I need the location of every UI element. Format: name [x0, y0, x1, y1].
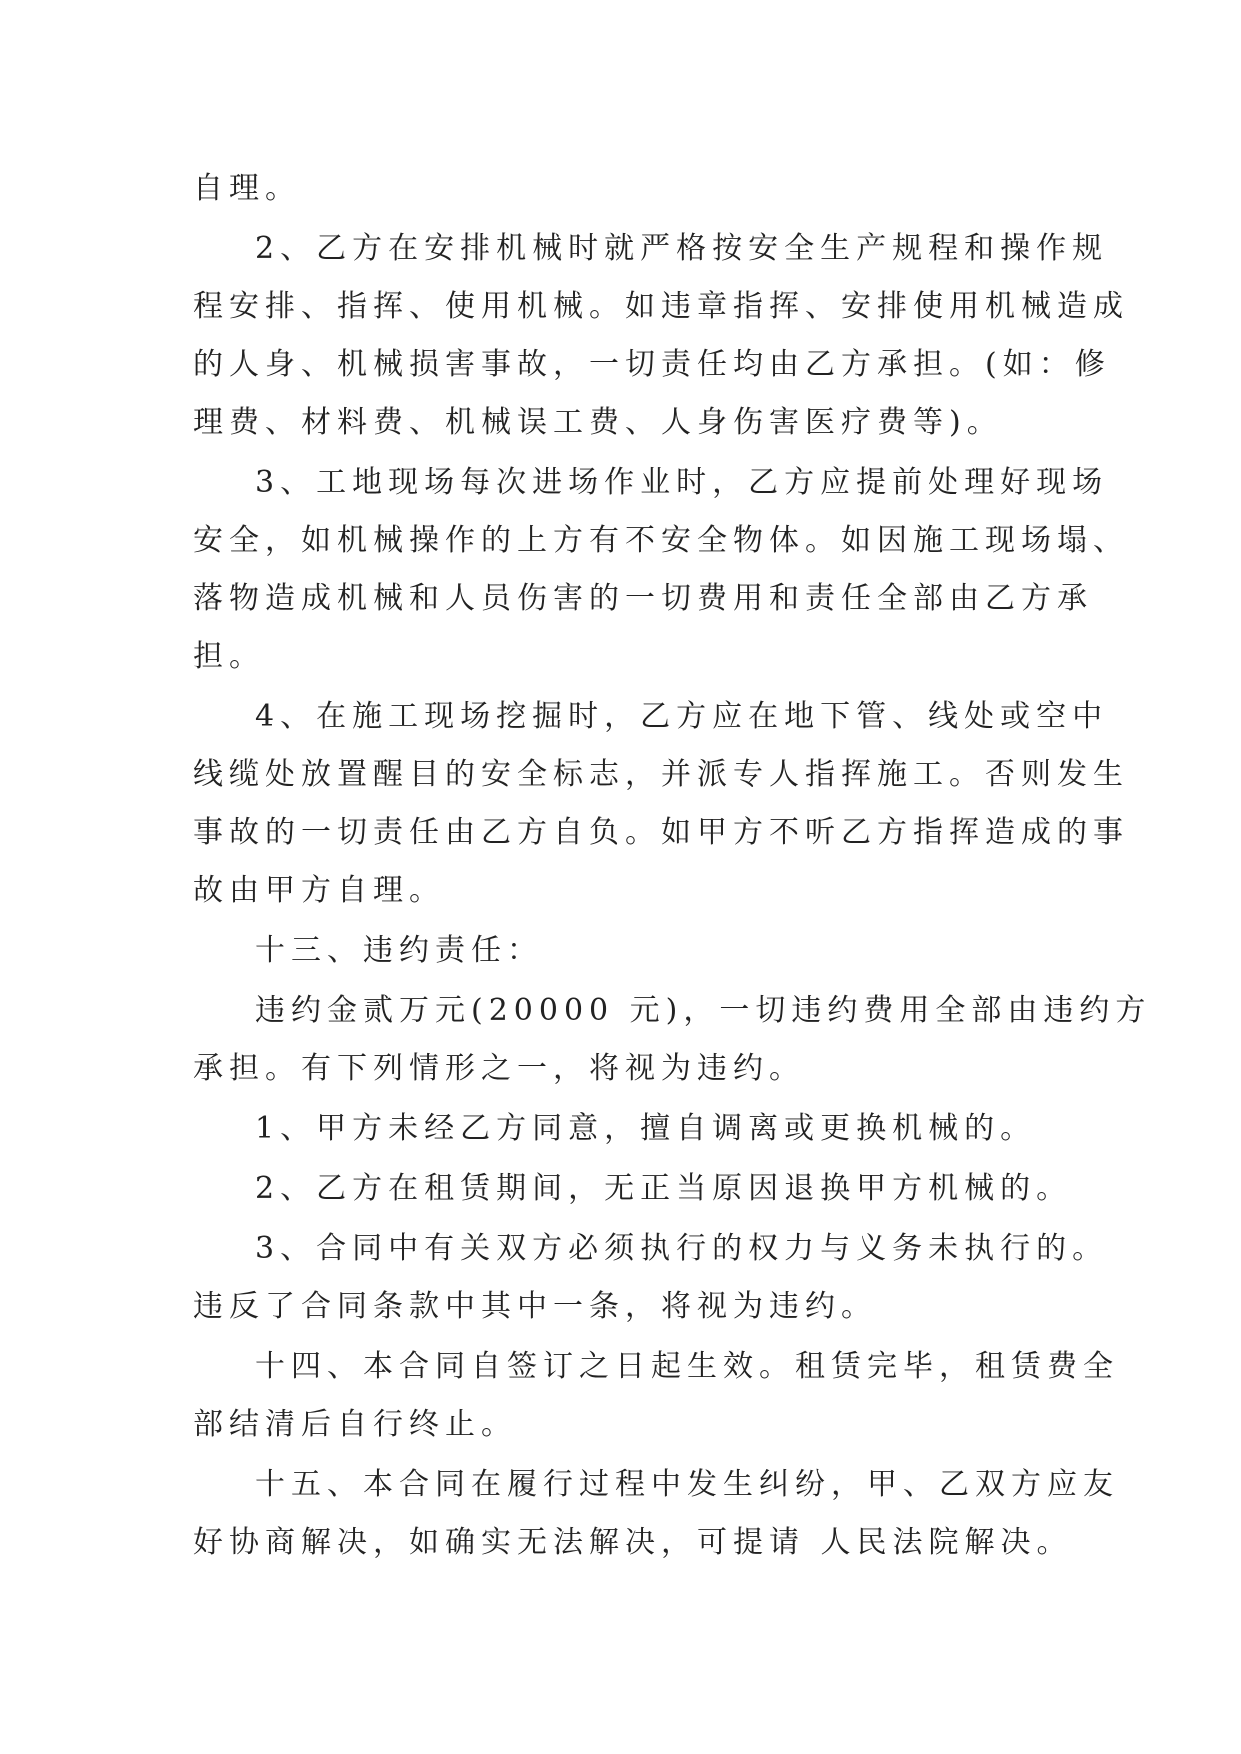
paragraph-line: 理费、材料费、机械误工费、人身伤害医疗费等)。 [193, 405, 1003, 440]
paragraph-line: 好协商解决，如确实无法解决，可提请 人民法院解决。 [193, 1525, 1073, 1560]
paragraph-line: 落物造成机械和人员伤害的一切费用和责任全部由乙方承 [193, 581, 1093, 616]
paragraph-line: 程安排、指挥、使用机械。如违章指挥、安排使用机械造成 [193, 289, 1129, 324]
paragraph-first-line: 3、工地现场每次进场作业时，乙方应提前处理好现场 [255, 465, 1109, 500]
paragraph-first-line: 4、在施工现场挖掘时，乙方应在地下管、线处或空中 [255, 699, 1109, 734]
paragraph-first-line: 1、甲方未经乙方同意，擅自调离或更换机械的。 [255, 1111, 1037, 1146]
paragraph-first-line: 2、乙方在租赁期间，无正当原因退换甲方机械的。 [255, 1171, 1073, 1206]
paragraph-line: 担。 [193, 639, 265, 674]
paragraph-first-line: 十三、违约责任： [255, 933, 543, 968]
paragraph-line: 自理。 [193, 171, 301, 206]
paragraph-first-line: 2、乙方在安排机械时就严格按安全生产规程和操作规 [255, 231, 1109, 266]
paragraph-line: 部结清后自行终止。 [193, 1407, 517, 1442]
paragraph-line: 承担。有下列情形之一，将视为违约。 [193, 1051, 805, 1086]
paragraph-first-line: 十五、本合同在履行过程中发生纠纷，甲、乙双方应友 [255, 1467, 1119, 1502]
paragraph-line: 线缆处放置醒目的安全标志，并派专人指挥施工。否则发生 [193, 757, 1129, 792]
paragraph-first-line: 十四、本合同自签订之日起生效。租赁完毕，租赁费全 [255, 1349, 1119, 1384]
paragraph-first-line: 3、合同中有关双方必须执行的权力与义务未执行的。 [255, 1231, 1109, 1266]
contract-text-body [193, 160, 1152, 1572]
paragraph-first-line: 违约金贰万元(20000 元)，一切违约费用全部由违约方 [255, 993, 1152, 1028]
paragraph-line: 的人身、机械损害事故，一切责任均由乙方承担。(如：修 [193, 347, 1111, 382]
paragraph-line: 事故的一切责任由乙方自负。如甲方不听乙方指挥造成的事 [193, 815, 1129, 850]
paragraph-line: 安全，如机械操作的上方有不安全物体。如因施工现场塌、 [193, 523, 1129, 558]
paragraph-line: 违反了合同条款中其中一条，将视为违约。 [193, 1289, 877, 1324]
paragraph-line: 故由甲方自理。 [193, 873, 445, 908]
